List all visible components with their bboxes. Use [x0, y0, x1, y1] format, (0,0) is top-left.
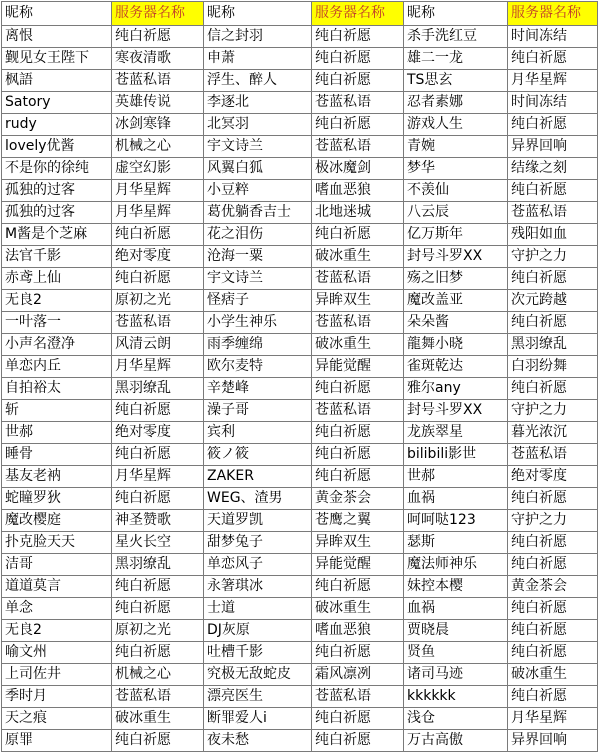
- server-cell: 绝对零度: [112, 422, 204, 444]
- nickname-cell: 万古高傲: [404, 730, 508, 752]
- nickname-cell: 夜未愁: [204, 730, 312, 752]
- nickname-cell: WEG、渣男: [204, 488, 312, 510]
- server-cell: 苍蓝私语: [312, 686, 404, 708]
- server-cell: 时间冻结: [508, 92, 598, 114]
- nickname-cell: 离恨: [2, 26, 112, 48]
- table-row: [2, 488, 598, 510]
- server-cell: 苍蓝私语: [112, 686, 204, 708]
- server-cell: 纯白祈愿: [508, 686, 598, 708]
- nickname-cell: 申萧: [204, 48, 312, 70]
- server-cell: 异界回响: [508, 730, 598, 752]
- nickname-cell: 宇文诗兰: [204, 136, 312, 158]
- server-cell: 纯白祈愿: [312, 422, 404, 444]
- server-cell: 虚空幻影: [112, 158, 204, 180]
- nickname-cell: 蛇瞳罗狄: [2, 488, 112, 510]
- nickname-cell: 龍舞小晓: [404, 334, 508, 356]
- nickname-cell: 漂亮医生: [204, 686, 312, 708]
- nickname-cell: 杀手洗红豆: [404, 26, 508, 48]
- nickname-cell: TS思玄: [404, 70, 508, 92]
- server-cell: 黄金茶会: [312, 488, 404, 510]
- nickname-cell: 法官千影: [2, 246, 112, 268]
- server-cell: 纯白祈愿: [112, 444, 204, 466]
- server-cell: 苍蓝私语: [508, 202, 598, 224]
- server-cell: 纯白祈愿: [508, 488, 598, 510]
- nickname-cell: 吐槽千影: [204, 642, 312, 664]
- server-cell: 纯白祈愿: [508, 312, 598, 334]
- table-row: [2, 26, 598, 48]
- server-cell: 英雄传说: [112, 92, 204, 114]
- server-cell: 破冰重生: [508, 664, 598, 686]
- table-row: [2, 400, 598, 422]
- nickname-cell: 欧尔麦特: [204, 356, 312, 378]
- nickname-cell: 单恋内丘: [2, 356, 112, 378]
- server-cell: 纯白祈愿: [112, 598, 204, 620]
- server-cell: 月华星辉: [112, 180, 204, 202]
- nickname-cell: 朵朵酱: [404, 312, 508, 334]
- server-cell: 寒夜清歌: [112, 48, 204, 70]
- server-cell: 残阳如血: [508, 224, 598, 246]
- server-cell: 纯白祈愿: [312, 70, 404, 92]
- nickname-cell: 喻文州: [2, 642, 112, 664]
- header-server-2: 服务器名称: [312, 2, 404, 26]
- nickname-cell: 游戏人生: [404, 114, 508, 136]
- server-cell: 霜风凛冽: [312, 664, 404, 686]
- nickname-cell: 葛优躺香吉士: [204, 202, 312, 224]
- server-cell: 纯白祈愿: [112, 730, 204, 752]
- nickname-cell: 甜梦兔子: [204, 532, 312, 554]
- nickname-cell: 扑克脸天天: [2, 532, 112, 554]
- nickname-cell: 妹控本樱: [404, 576, 508, 598]
- nickname-cell: Satory: [2, 92, 112, 114]
- table-row: [2, 202, 598, 224]
- nickname-cell: 宇文诗兰: [204, 268, 312, 290]
- header-nickname-3: 昵称: [404, 2, 508, 26]
- server-cell: 次元跨越: [508, 290, 598, 312]
- server-cell: 纯白祈愿: [112, 576, 204, 598]
- nickname-cell: 小声名澄净: [2, 334, 112, 356]
- server-cell: 异眸双生: [312, 290, 404, 312]
- header-nickname-2: 昵称: [204, 2, 312, 26]
- nickname-cell: rudy: [2, 114, 112, 136]
- nickname-cell: 觐见女王陛下: [2, 48, 112, 70]
- server-cell: 月华星辉: [508, 70, 598, 92]
- server-cell: 苍鹰之翼: [312, 510, 404, 532]
- table-row: [2, 290, 598, 312]
- server-cell: 苍蓝私语: [312, 400, 404, 422]
- nickname-cell: 雅尔any: [404, 378, 508, 400]
- server-cell: 结缘之刻: [508, 158, 598, 180]
- table-row: [2, 378, 598, 400]
- table-row: [2, 708, 598, 730]
- server-cell: 纯白祈愿: [312, 444, 404, 466]
- server-cell: 黑羽缭乱: [508, 334, 598, 356]
- nickname-cell: 天之痕: [2, 708, 112, 730]
- nickname-cell: 永箸琪冰: [204, 576, 312, 598]
- server-cell: 机械之心: [112, 664, 204, 686]
- server-cell: 苍蓝私语: [312, 136, 404, 158]
- server-cell: 纯白祈愿: [312, 642, 404, 664]
- server-cell: 苍蓝私语: [112, 70, 204, 92]
- server-cell: 时间冻结: [508, 26, 598, 48]
- nickname-cell: 辛楚峰: [204, 378, 312, 400]
- table-row: [2, 180, 598, 202]
- server-cell: 纯白祈愿: [312, 26, 404, 48]
- nickname-cell: 青婉: [404, 136, 508, 158]
- server-cell: 纯白祈愿: [112, 642, 204, 664]
- server-cell: 纯白祈愿: [508, 114, 598, 136]
- server-cell: 暮光浓沉: [508, 422, 598, 444]
- nickname-cell: 世郝: [2, 422, 112, 444]
- server-cell: 纯白祈愿: [312, 466, 404, 488]
- table-row: [2, 136, 598, 158]
- server-cell: 异眸双生: [312, 532, 404, 554]
- nickname-cell: ZAKER: [204, 466, 312, 488]
- server-cell: 纯白祈愿: [312, 378, 404, 400]
- nickname-cell: 斩: [2, 400, 112, 422]
- table-row: [2, 730, 598, 752]
- server-cell: 白羽纷舞: [508, 356, 598, 378]
- server-cell: 机械之心: [112, 136, 204, 158]
- nickname-cell: 单恋风子: [204, 554, 312, 576]
- nickname-cell: 雀斑乾达: [404, 356, 508, 378]
- nickname-cell: 断罪爱人i: [204, 708, 312, 730]
- nickname-cell: 诸司马迹: [404, 664, 508, 686]
- nickname-cell: 天道罗凯: [204, 510, 312, 532]
- nickname-cell: 龙族翠星: [404, 422, 508, 444]
- nickname-cell: 宾利: [204, 422, 312, 444]
- table-row: [2, 444, 598, 466]
- header-row: [2, 2, 598, 26]
- server-cell: 苍蓝私语: [112, 312, 204, 334]
- server-cell: 原初之光: [112, 620, 204, 642]
- table-row: [2, 158, 598, 180]
- server-cell: 纯白祈愿: [508, 180, 598, 202]
- nickname-cell: 筱ノ筱: [204, 444, 312, 466]
- server-cell: 黑羽缭乱: [112, 554, 204, 576]
- nickname-cell: 季时月: [2, 686, 112, 708]
- nickname-cell: 贾晓晨: [404, 620, 508, 642]
- table-row: [2, 356, 598, 378]
- server-cell: 纯白祈愿: [112, 400, 204, 422]
- nickname-cell: 亿万斯年: [404, 224, 508, 246]
- nickname-cell: 自拍裕太: [2, 378, 112, 400]
- nickname-cell: 北冥羽: [204, 114, 312, 136]
- server-cell: 苍蓝私语: [508, 444, 598, 466]
- server-cell: 异界回响: [508, 136, 598, 158]
- server-cell: 纯白祈愿: [508, 554, 598, 576]
- server-cell: 北地迷城: [312, 202, 404, 224]
- nickname-cell: 沧海一粟: [204, 246, 312, 268]
- table-row: [2, 246, 598, 268]
- server-cell: 绝对零度: [112, 246, 204, 268]
- table-row: [2, 642, 598, 664]
- nickname-cell: 梦华: [404, 158, 508, 180]
- server-cell: 苍蓝私语: [312, 92, 404, 114]
- server-cell: 异能觉醒: [312, 356, 404, 378]
- table-row: [2, 48, 598, 70]
- nickname-cell: 魔改盖亚: [404, 290, 508, 312]
- server-cell: 纯白祈愿: [312, 708, 404, 730]
- server-cell: 纯白祈愿: [508, 598, 598, 620]
- nickname-cell: 信之封羽: [204, 26, 312, 48]
- nickname-cell: DJ灰原: [204, 620, 312, 642]
- table-row: [2, 554, 598, 576]
- nickname-cell: 小学生神乐: [204, 312, 312, 334]
- nickname-cell: 封号斗罗XX: [404, 246, 508, 268]
- nickname-cell: 无良2: [2, 620, 112, 642]
- nickname-cell: 小豆粹: [204, 180, 312, 202]
- nickname-cell: 雄二一龙: [404, 48, 508, 70]
- server-cell: 嗜血恶狼: [312, 180, 404, 202]
- nickname-cell: 瑟斯: [404, 532, 508, 554]
- nickname-cell: 风翼白狐: [204, 158, 312, 180]
- player-server-table: [1, 1, 598, 752]
- nickname-cell: 魔法师神乐: [404, 554, 508, 576]
- nickname-cell: 原罪: [2, 730, 112, 752]
- nickname-cell: 浅仓: [404, 708, 508, 730]
- nickname-cell: 世郝: [404, 466, 508, 488]
- server-cell: 破冰重生: [312, 334, 404, 356]
- table-row: [2, 686, 598, 708]
- server-cell: 冰剑寒锋: [112, 114, 204, 136]
- server-cell: 纯白祈愿: [508, 642, 598, 664]
- table-row: [2, 466, 598, 488]
- server-cell: 纯白祈愿: [112, 488, 204, 510]
- server-cell: 月华星辉: [112, 356, 204, 378]
- server-cell: 守护之力: [508, 246, 598, 268]
- nickname-cell: 不羡仙: [404, 180, 508, 202]
- nickname-cell: 血祸: [404, 598, 508, 620]
- table-row: [2, 422, 598, 444]
- nickname-cell: lovely优酱: [2, 136, 112, 158]
- server-cell: 神圣赞歌: [112, 510, 204, 532]
- nickname-cell: M酱是个芝麻: [2, 224, 112, 246]
- table-row: [2, 664, 598, 686]
- table-row: [2, 576, 598, 598]
- nickname-cell: 怪痞子: [204, 290, 312, 312]
- header-server-1: 服务器名称: [112, 2, 204, 26]
- nickname-cell: 赤鸢上仙: [2, 268, 112, 290]
- nickname-cell: 枫語: [2, 70, 112, 92]
- server-cell: 纯白祈愿: [312, 576, 404, 598]
- nickname-cell: 浮生、醉人: [204, 70, 312, 92]
- server-cell: 纯白祈愿: [312, 114, 404, 136]
- table-row: [2, 532, 598, 554]
- table-row: [2, 224, 598, 246]
- server-cell: 风清云朗: [112, 334, 204, 356]
- nickname-cell: 雨季缠绵: [204, 334, 312, 356]
- server-cell: 破冰重生: [312, 598, 404, 620]
- server-cell: 纯白祈愿: [508, 620, 598, 642]
- nickname-cell: 道道莫言: [2, 576, 112, 598]
- nickname-cell: 上司佐井: [2, 664, 112, 686]
- header-server-3: 服务器名称: [508, 2, 598, 26]
- server-cell: 原初之光: [112, 290, 204, 312]
- server-cell: 纯白祈愿: [508, 532, 598, 554]
- table-row: [2, 312, 598, 334]
- nickname-cell: 孤独的过客: [2, 202, 112, 224]
- table-row: [2, 598, 598, 620]
- server-cell: 绝对零度: [508, 466, 598, 488]
- nickname-cell: 澡子哥: [204, 400, 312, 422]
- header-nickname-1: 昵称: [2, 2, 112, 26]
- server-cell: 守护之力: [508, 510, 598, 532]
- server-cell: 嗜血恶狼: [312, 620, 404, 642]
- nickname-cell: 魔改樱庭: [2, 510, 112, 532]
- nickname-cell: bilibili影世: [404, 444, 508, 466]
- table-row: [2, 114, 598, 136]
- table-row: [2, 268, 598, 290]
- server-cell: 纯白祈愿: [112, 268, 204, 290]
- server-cell: 月华星辉: [508, 708, 598, 730]
- nickname-cell: 八云辰: [404, 202, 508, 224]
- nickname-cell: 睡骨: [2, 444, 112, 466]
- table-row: [2, 334, 598, 356]
- table-row: [2, 510, 598, 532]
- server-cell: 黄金茶会: [508, 576, 598, 598]
- server-cell: 破冰重生: [312, 246, 404, 268]
- server-cell: 纯白祈愿: [508, 268, 598, 290]
- nickname-cell: 贤鱼: [404, 642, 508, 664]
- nickname-cell: 无良2: [2, 290, 112, 312]
- server-cell: 纯白祈愿: [112, 224, 204, 246]
- nickname-cell: 基友老衲: [2, 466, 112, 488]
- nickname-cell: 单念: [2, 598, 112, 620]
- nickname-cell: 不是你的徐纯: [2, 158, 112, 180]
- server-cell: 月华星辉: [112, 466, 204, 488]
- server-cell: 黑羽缭乱: [112, 378, 204, 400]
- server-cell: 纯白祈愿: [508, 378, 598, 400]
- nickname-cell: 封号斗罗XX: [404, 400, 508, 422]
- server-cell: 纯白祈愿: [112, 26, 204, 48]
- nickname-cell: 孤独的过客: [2, 180, 112, 202]
- nickname-cell: kkkkkk: [404, 686, 508, 708]
- table-row: [2, 620, 598, 642]
- server-cell: 纯白祈愿: [312, 48, 404, 70]
- table-row: [2, 92, 598, 114]
- server-cell: 纯白祈愿: [508, 48, 598, 70]
- server-cell: 月华星辉: [112, 202, 204, 224]
- nickname-cell: 忍者素娜: [404, 92, 508, 114]
- nickname-cell: 殇之旧梦: [404, 268, 508, 290]
- nickname-cell: 血祸: [404, 488, 508, 510]
- server-cell: 异能觉醒: [312, 554, 404, 576]
- server-cell: 苍蓝私语: [312, 268, 404, 290]
- nickname-cell: 李逐北: [204, 92, 312, 114]
- server-cell: 星火长空: [112, 532, 204, 554]
- table-row: [2, 70, 598, 92]
- server-cell: 守护之力: [508, 400, 598, 422]
- nickname-cell: 花之泪伤: [204, 224, 312, 246]
- nickname-cell: 究极无敌蛇皮: [204, 664, 312, 686]
- server-cell: 破冰重生: [112, 708, 204, 730]
- server-cell: 纯白祈愿: [312, 224, 404, 246]
- nickname-cell: 呵呵哒123: [404, 510, 508, 532]
- nickname-cell: 洁哥: [2, 554, 112, 576]
- server-cell: 极冰魔剑: [312, 158, 404, 180]
- server-cell: 苍蓝私语: [312, 312, 404, 334]
- nickname-cell: 一叶落一: [2, 312, 112, 334]
- server-cell: 纯白祈愿: [312, 730, 404, 752]
- nickname-cell: 士道: [204, 598, 312, 620]
